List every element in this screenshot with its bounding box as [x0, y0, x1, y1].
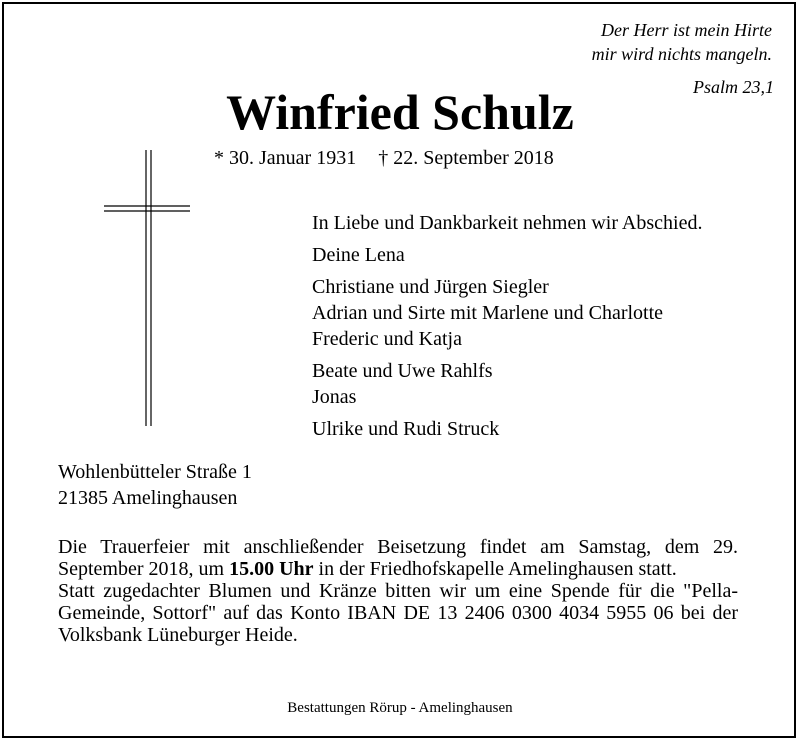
- death-date: † 22. September 2018: [378, 147, 554, 169]
- life-dates: [214, 146, 554, 170]
- address-city: 21385 Amelinghausen: [58, 487, 238, 509]
- mourner-line: Beate und Uwe Rahlfs: [312, 360, 493, 382]
- undertaker-footer: Bestattungen Rörup - Amelinghausen: [287, 700, 513, 716]
- mourner-line: Frederic und Katja: [312, 328, 462, 350]
- cross-icon: [104, 150, 194, 430]
- mourner-line: Jonas: [312, 386, 357, 408]
- verse-reference: Psalm 23,1: [693, 77, 774, 97]
- mourner-line: Deine Lena: [312, 244, 405, 266]
- mourners-list: [312, 210, 702, 442]
- farewell-intro: In Liebe und Dankbarkeit nehmen wir Abschied.: [312, 212, 703, 234]
- mourner-line: Christiane und Jürgen Siegler: [312, 276, 549, 298]
- verse-line-1: Der Herr ist mein Hirte: [601, 20, 772, 40]
- bible-verse: [592, 18, 772, 66]
- mourner-line: Ulrike und Rudi Struck: [312, 418, 500, 440]
- address-street: Wohlenbütteler Straße 1: [58, 461, 252, 483]
- mourner-line: Adrian und Sirte mit Marlene und Charlotte: [312, 302, 664, 324]
- family-address: [58, 459, 252, 511]
- deceased-name: Winfried Schulz: [226, 84, 574, 140]
- funeral-info: Die Trauerfeier mit anschließender Beisetzung findet am Samstag, dem 29. September 2018, um 15.00 Uhr in der Friedhofskapelle Amelinghausen statt.: [58, 536, 738, 580]
- donation-request: Statt zugedachter Blumen und Kränze bitten wir um eine Spende für die "Pella-Gemeinde, Sottorf" auf das Konto IBAN DE 13 2406 0300 4034 5955 06 bei der Volksbank Lüneburger Heide.: [58, 580, 738, 646]
- service-notice: [58, 536, 738, 646]
- service-time: 15.00 Uhr: [229, 558, 314, 580]
- birth-date: * 30. Januar 1931: [214, 147, 357, 169]
- verse-line-2: mir wird nichts mangeln.: [591, 44, 772, 64]
